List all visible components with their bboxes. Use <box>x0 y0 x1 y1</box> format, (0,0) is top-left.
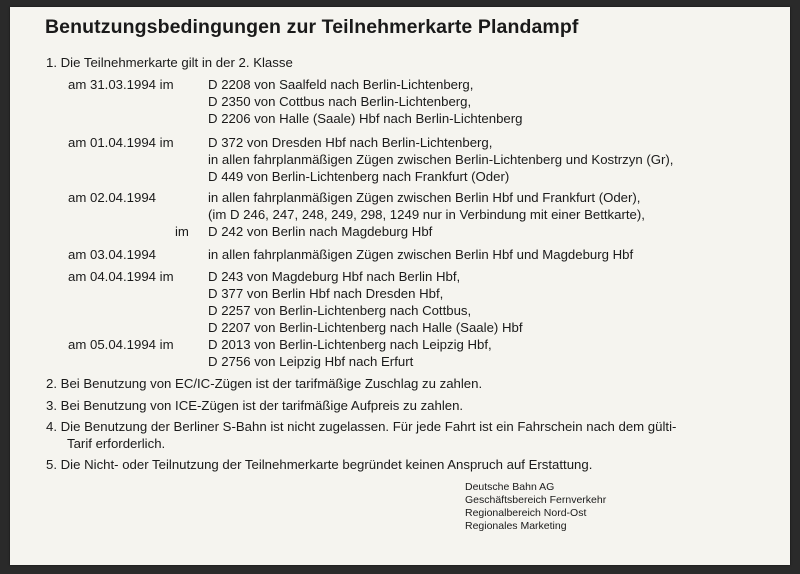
route-line: D 2350 von Cottbus nach Berlin-Lichtenberg, <box>208 94 472 109</box>
issuer-line: Regionalbereich Nord-Ost <box>465 507 587 519</box>
date-label: am 03.04.1994 <box>68 247 156 262</box>
route-line: (im D 246, 247, 248, 249, 298, 1249 nur in Verbindung mit einer Bettkarte), <box>208 207 645 222</box>
item-2: 2. Bei Benutzung von EC/IC-Zügen ist der tarifmäßige Zuschlag zu zahlen. <box>46 376 483 391</box>
issuer-line: Regionales Marketing <box>465 520 567 532</box>
route-line: D 449 von Berlin-Lichtenberg nach Frankfurt (Oder) <box>208 169 510 184</box>
date-label: am 31.03.1994 im <box>68 77 174 92</box>
route-line: D 377 von Berlin Hbf nach Dresden Hbf, <box>208 286 444 301</box>
route-line: D 243 von Magdeburg Hbf nach Berlin Hbf, <box>208 269 461 284</box>
item-4-line-2: Tarif erforderlich. <box>67 436 166 451</box>
route-line: D 2257 von Berlin-Lichtenberg nach Cottbus, <box>208 303 472 318</box>
date-label: am 01.04.1994 im <box>68 135 174 150</box>
date-label: am 05.04.1994 im <box>68 337 174 352</box>
route-line: D 2756 von Leipzig Hbf nach Erfurt <box>208 354 414 369</box>
item-1-heading: 1. Die Teilnehmerkarte gilt in der 2. Klasse <box>46 55 293 70</box>
item-4-line-1: 4. Die Benutzung der Berliner S-Bahn ist nicht zugelassen. Für jede Fahrt ist ein Fahrschein nach dem gülti- <box>46 419 677 434</box>
issuer-line: Deutsche Bahn AG <box>465 481 555 493</box>
route-line: D 2013 von Berlin-Lichtenberg nach Leipzig Hbf, <box>208 337 492 352</box>
route-line: in allen fahrplanmäßigen Zügen zwischen Berlin-Lichtenberg und Kostrzyn (Gr), <box>208 152 674 167</box>
route-line: D 372 von Dresden Hbf nach Berlin-Lichtenberg, <box>208 135 493 150</box>
date-label: am 04.04.1994 im <box>68 269 174 284</box>
route-line: in allen fahrplanmäßigen Zügen zwischen Berlin Hbf und Magdeburg Hbf <box>208 247 634 262</box>
issuer-line: Geschäftsbereich Fernverkehr <box>465 494 607 506</box>
item-3: 3. Bei Benutzung von ICE-Zügen ist der tarifmäßige Aufpreis zu zahlen. <box>46 398 464 413</box>
item-5: 5. Die Nicht- oder Teilnutzung der Teilnehmerkarte begründet keinen Anspruch auf Erstattung. <box>46 457 593 472</box>
route-line: D 2206 von Halle (Saale) Hbf nach Berlin-Lichtenberg <box>208 111 523 126</box>
route-line: in allen fahrplanmäßigen Zügen zwischen Berlin Hbf und Frankfurt (Oder), <box>208 190 641 205</box>
page-title: Benutzungsbedingungen zur Teilnehmerkarte Plandampf <box>45 16 579 38</box>
date-label: im <box>175 224 189 239</box>
route-line: D 242 von Berlin nach Magdeburg Hbf <box>208 224 433 239</box>
route-line: D 2207 von Berlin-Lichtenberg nach Halle (Saale) Hbf <box>208 320 523 335</box>
date-label: am 02.04.1994 <box>68 190 156 205</box>
route-line: D 2208 von Saalfeld nach Berlin-Lichtenberg, <box>208 77 474 92</box>
